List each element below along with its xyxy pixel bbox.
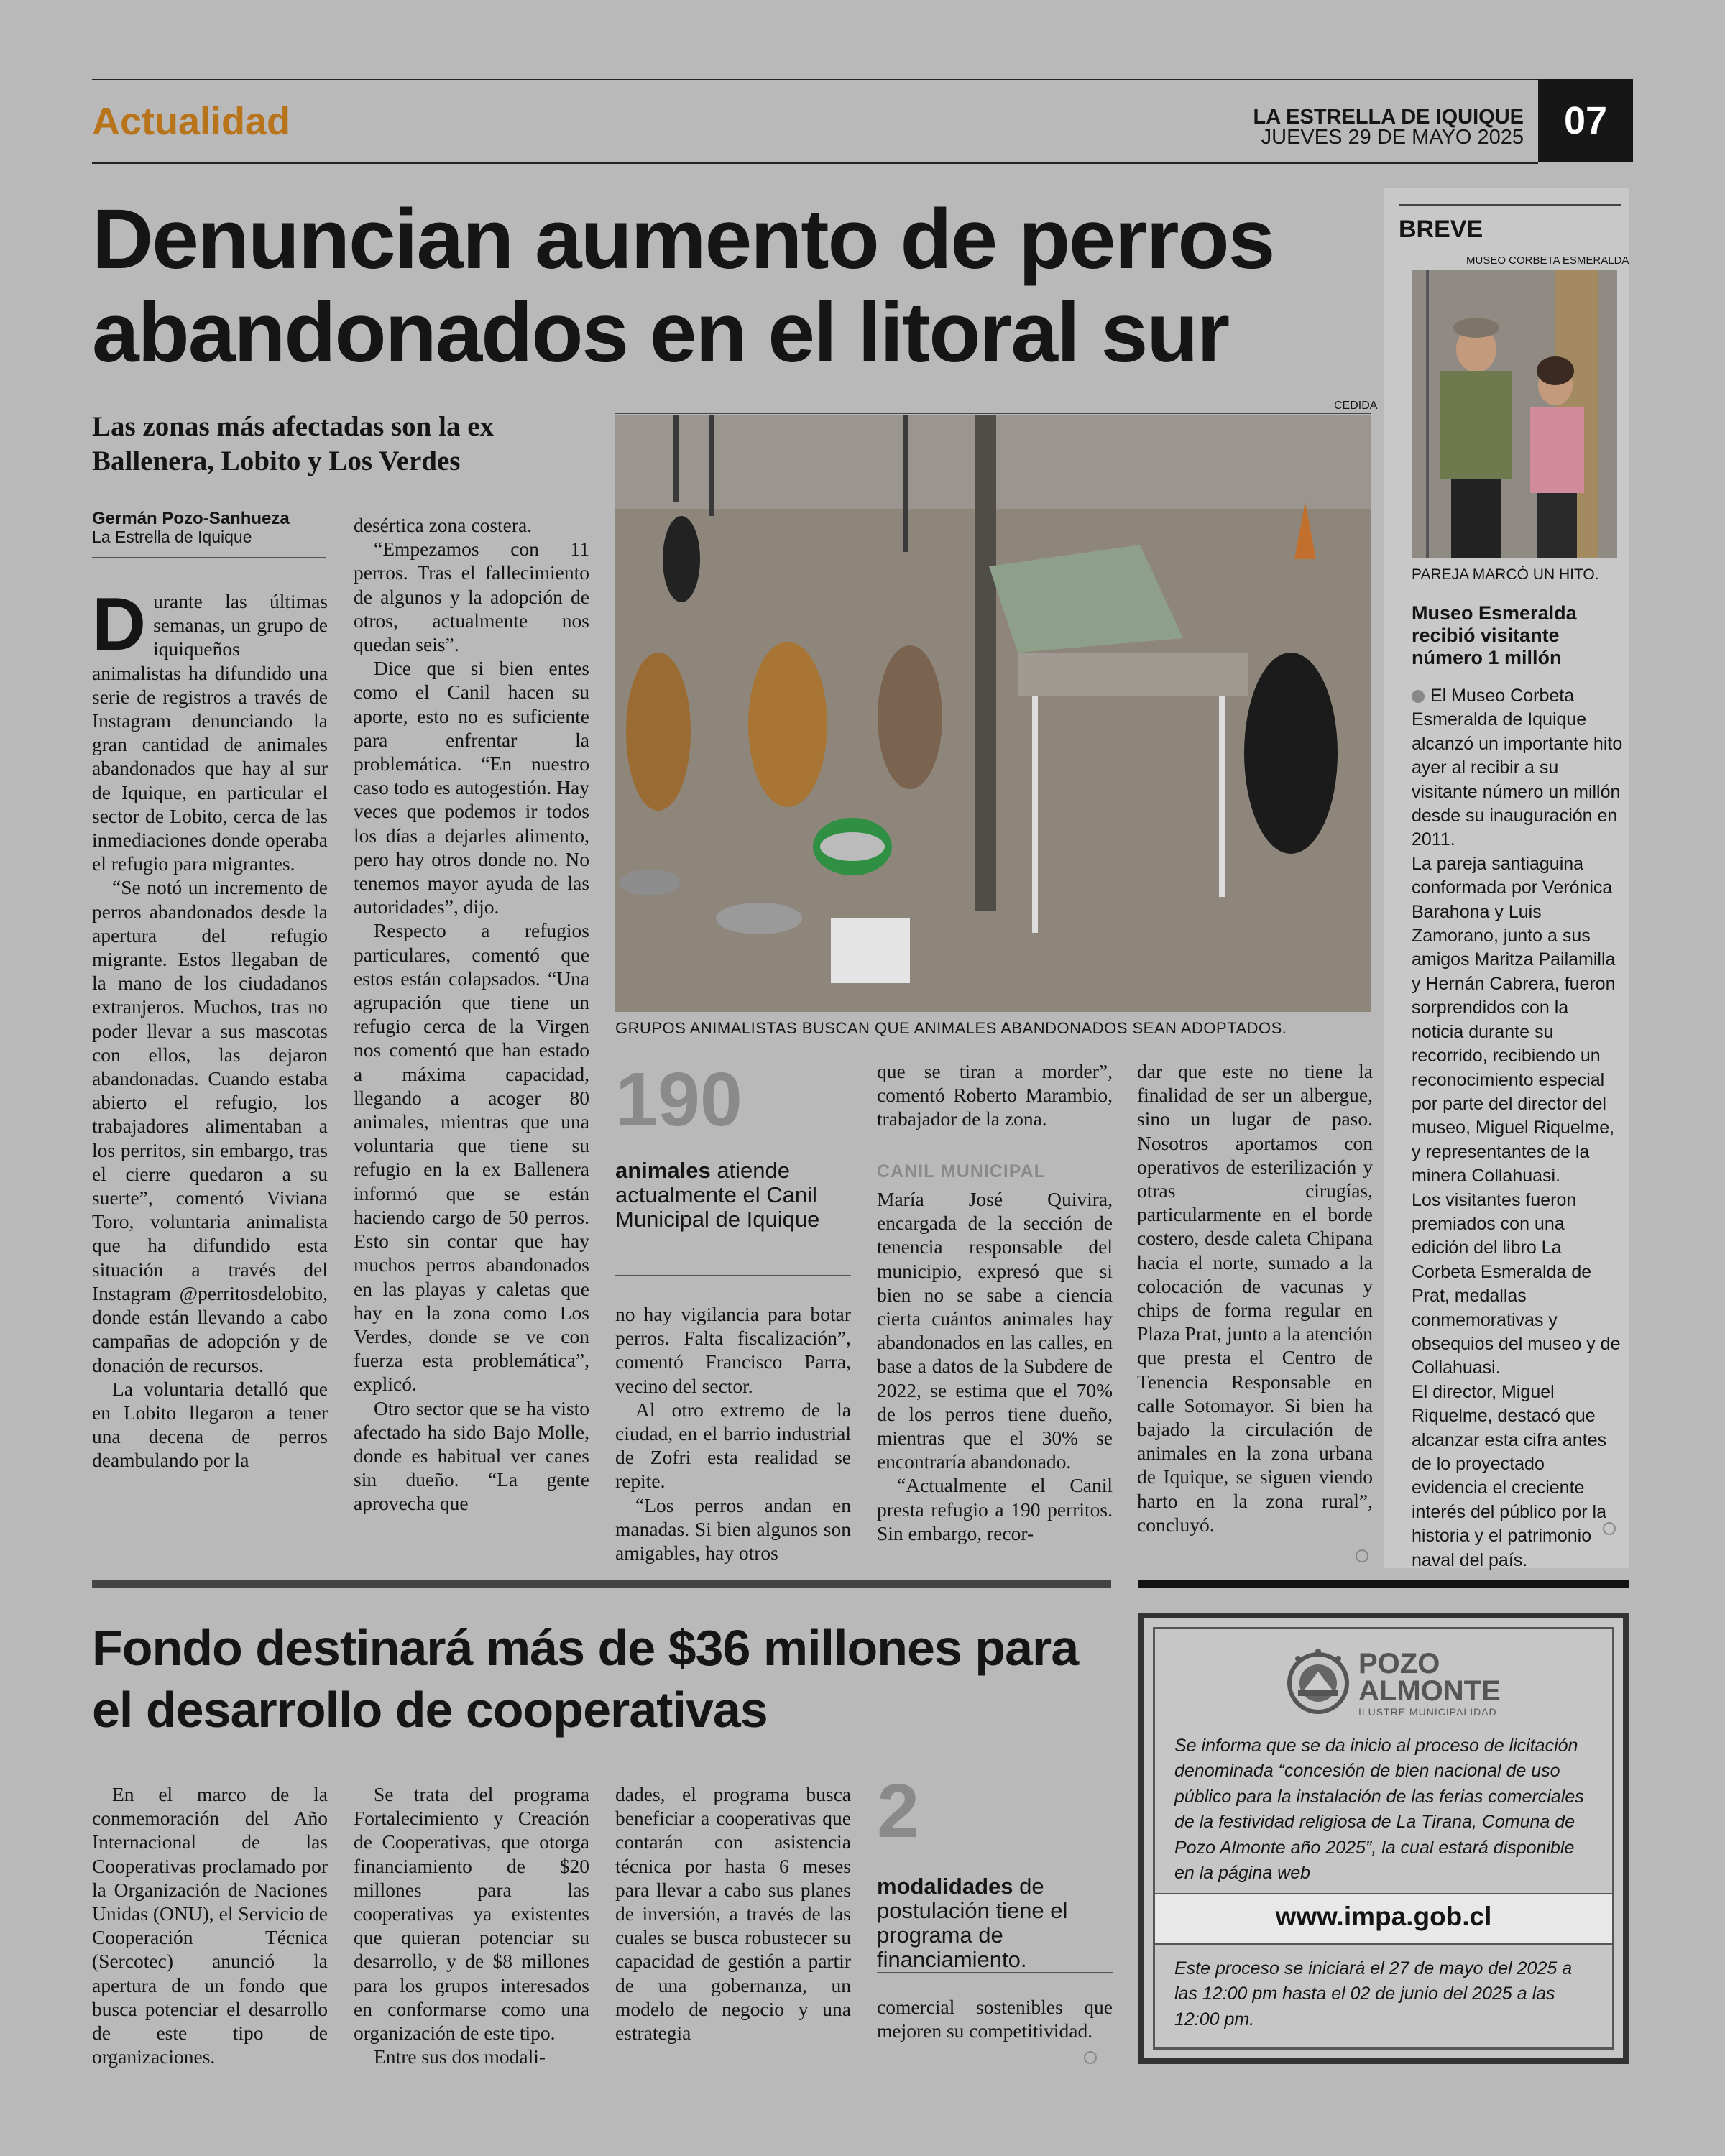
col2-paragraph: “Empezamos con 11 perros. Tras el fallecimiento de algunos y la adopción de otros, actualmente nos quedan seis”. xyxy=(354,538,589,656)
second-col-4 xyxy=(877,1995,1113,2042)
col1-paragraph: La voluntaria detalló que en Lobito llegaron a tener una decena de perros deambulando por la xyxy=(92,1377,328,1472)
breve-paragraph xyxy=(1412,684,1624,852)
breve-headline: Museo Esmeralda recibió visitante número 1 millón xyxy=(1412,602,1577,668)
ad-dates: Este proceso se iniciará el 27 de mayo del 2025 a las 12:00 pm hasta el 02 de junio del 2025 a las 12:00 pm. xyxy=(1174,1958,1573,2030)
breve-body xyxy=(1412,684,1624,1572)
second-headline: Fondo destinará más de $36 millones para el desarrollo de cooperativas xyxy=(92,1620,1079,1738)
main-subhead: Las zonas más afectadas son la ex Ballenera, Lobito y Los Verdes xyxy=(92,411,494,476)
breve-paragraph: Los visitantes fueron premiados con una edición del libro La Corbeta Esmeralda de Prat, medallas conmemorativas y obsequios del museo y de Collahuasi. xyxy=(1412,1189,1621,1378)
col2-paragraph: Dice que si bien entes como el Canil hacen su aporte, esto no es suficiente para enfrentar la problemática. “En nuestro caso todo es autogestión. Hay veces que podemos ir todos los días a dejarles alimento, pero hay otros donde no. No tenemos mayor ayuda de las autoridades”, dijo. xyxy=(354,657,589,918)
second-col2-paragraph: Se trata del programa Fortalecimiento y Creación de Cooperativas, que otorga financiamiento de $20 millones para las cooperativas ya existentes que quieran potenciar su desarrollo, y de $8 millones para los grupos interesados en conformarse como una organización de este tipo. xyxy=(354,1783,589,2045)
col3-paragraph: Al otro extremo de la ciudad, en el barrio industrial de Zofri esta realidad se repite. xyxy=(615,1398,851,1493)
photo-credit: CEDIDA xyxy=(1334,400,1378,412)
ad-municipality-name: POZO xyxy=(1358,1648,1440,1680)
museum-visitors-illustration xyxy=(1412,270,1617,558)
col5-paragraph: dar que este no tiene la finalidad de ser un albergue, sino un lugar de paso. Nosotros aportamos con operativos de esterilización y otras cirugías, particularmente en el borde costero, desde caleta Chipana hacia el norte, sumado a la colocación de vacunas y chips de forma regular en Plaza Prat, junto a la atención que presta el Centro de Tenencia Responsable en calle Sotomayor. Si bien ha bajado la circulación de animales en la zona urbana de Iquique, se siguen viendo harto en la zona rural”, concluyó. xyxy=(1137,1060,1373,1536)
stat-number: 190 xyxy=(615,1057,742,1142)
col4-paragraph: “Actualmente el Canil presta refugio a 190 perritos. Sin embargo, recor- xyxy=(877,1474,1113,1544)
stat-rest: atiende actualmente el Canil Municipal de Iquique xyxy=(615,1158,820,1232)
dogs-photo xyxy=(615,415,1371,1012)
second-col-1 xyxy=(92,1782,328,2068)
end-mark-icon xyxy=(1603,1522,1616,1535)
main-col-1 xyxy=(92,583,328,1473)
photo-top-rule xyxy=(615,413,1371,414)
second-col1-paragraph: En el marco de la conmemoración del Año Internacional de las Cooperativas proclamado por la Organización de Naciones Unidas (ONU), el Servicio de Cooperación Técnica (Sercotec) anunció la apertura de un fondo que busca potenciar el desarrollo de este tipo de organizaciones. xyxy=(92,1783,328,2068)
page-number: 07 xyxy=(1538,79,1633,162)
stat-rule xyxy=(615,1275,851,1276)
header-rule xyxy=(92,162,1538,164)
main-col-2 xyxy=(354,513,589,1516)
col2-paragraph: Respecto a refugios particulares, comentó que estos están colapsados. “Una agrupación que tiene un refugio cerca de la Virgen nos comentó que han estado a máxima capacidad, llegando a acoger 80 animales, mientras que una voluntaria que tiene su refugio en la ex Ballenera informó que se están haciendo cargo de 50 perros. Esto sin contar que hay muchos perros abandonados en las playas y caletas que hay en la zona como Los Verdes, donde se ve con fuerza esta problemática”, explicó. xyxy=(354,919,589,1396)
byline-org: La Estrella de Iquique xyxy=(92,528,252,546)
col1-lead: urante las últimas semanas, un grupo de iquiqueños animalistas ha difundido una serie de registros a través de Instagram denunciando la gran cantidad de animales abandonados que hay al sur de Iquique, en particular el sector de Lobito, cerca de las inmediaciones donde operaba el refugio para migrantes. xyxy=(92,590,328,875)
col1-paragraph: “Se notó un incremento de perros abandonados desde la apertura del refugio migrante. Estos llegaban de la mano de los ciudadanos extranjeros. Muchos, tras no poder llevar a sus mascotas con ellos, las dejaron abandonadas. Cuando estaba abierto el refugio, los trabajadores alimentaban a los perritos, sin embargo, tras el cierre quedaron a su suerte”, comentó Viviana Toro, voluntaria animalista que ha difundido esta situación a través del Instagram @perritosdelobito, donde están llevando a cabo campañas de adopción y de donación de recursos. xyxy=(92,876,328,1376)
photo-caption: GRUPOS ANIMALISTAS BUSCAN QUE ANIMALES ABANDONADOS SEAN ADOPTADOS. xyxy=(615,1019,1287,1037)
end-mark-icon xyxy=(1356,1549,1368,1562)
top-rule xyxy=(92,79,1538,80)
section-divider xyxy=(92,1580,1111,1588)
dogs-photo-illustration xyxy=(615,415,1371,1012)
stat2-number: 2 xyxy=(877,1769,919,1853)
second-col-3 xyxy=(615,1782,851,2045)
municipality-logo-icon xyxy=(1282,1646,1354,1718)
main-col-4-cont xyxy=(877,1187,1113,1545)
breve-top-rule xyxy=(1399,204,1622,206)
breve-photo-credit: MUSEO CORBETA ESMERALDA xyxy=(1466,254,1629,267)
ad-municipality-sub: ILUSTRE MUNICIPALIDAD xyxy=(1358,1706,1497,1718)
col3-paragraph: “Los perros andan en manadas. Si bien algunos son amigables, hay otros xyxy=(615,1493,851,1565)
main-col-5 xyxy=(1137,1059,1373,1537)
col4-paragraph: María José Quivira, encargada de la sección de tenencia responsable del municipio, expresó que si bien no se sabe a ciencia cierta cuántos animales hay abandonados en las calles, en base a datos de la Subdere de 2022, se estima que el 70% de los perros tiene dueño, mientras que el 30% se encontraría abandonado. xyxy=(877,1188,1113,1473)
breve-paragraph: El director, Miguel Riquelme, destacó que alcanzar esta cifra antes de lo proyectado evidencia el creciente interés del público por la historia y el patrimonio naval del país. xyxy=(1412,1381,1606,1570)
canil-subhead: CANIL MUNICIPAL xyxy=(877,1161,1046,1181)
byline-rule xyxy=(92,557,326,558)
second-col-2 xyxy=(354,1782,589,2068)
stat2-rest: de postulación tiene el programa de financiamiento. xyxy=(877,1874,1068,1972)
col3-paragraph: no hay vigilancia para botar perros. Falta fiscalización”, comentó Francisco Parra, vecino del sector. xyxy=(615,1303,851,1397)
col4-paragraph: que se tiran a morder”, comentó Roberto Marambio, trabajador de la zona. xyxy=(877,1060,1113,1130)
stat2-rule xyxy=(877,1972,1113,1973)
end-mark-icon xyxy=(1084,2051,1097,2064)
section-label: Actualidad xyxy=(92,100,291,143)
ad-divider xyxy=(1138,1580,1629,1588)
stat-bold: animales xyxy=(615,1158,711,1183)
byline-name: Germán Pozo-Sanhueza xyxy=(92,509,290,528)
issue-date: JUEVES 29 DE MAYO 2025 xyxy=(1261,126,1524,149)
col2-paragraph: desértica zona costera. xyxy=(354,514,533,536)
ad-municipality-name: ALMONTE xyxy=(1358,1675,1501,1707)
breve-paragraph-text: El Museo Corbeta Esmeralda de Iquique alcanzó un importante hito ayer al recibir a su visitante número un millón desde su inauguración en 2011. xyxy=(1412,686,1623,850)
col2-paragraph: Otro sector que se ha visto afectado ha sido Bajo Molle, donde es habitual ver canes sin dueño. “La gente aprovecha que xyxy=(354,1396,589,1515)
stat2-text xyxy=(877,1874,1114,1972)
drop-cap: D xyxy=(92,583,147,666)
breve-title: BREVE xyxy=(1399,216,1484,243)
bullet-icon xyxy=(1412,690,1425,703)
main-headline: Denuncian aumento de perros abandonados en el litoral sur xyxy=(92,192,1274,380)
second-col3-paragraph: dades, el programa busca beneficiar a cooperativas que contarán con asistencia técnica por hasta 6 meses para llevar a cabo sus planes de inversión, a través de las cuales se busca robustecer su capacidad de gestión a partir de una gobernanza, un modelo de negocio y una estrategia xyxy=(615,1783,851,2045)
stat2-bold: modalidades xyxy=(877,1874,1013,1899)
breve-paragraph: La pareja santiaguina conformada por Verónica Barahona y Luis Zamorano, junto a sus amigos Maritza Pailamilla y Hernán Cabrera, fueron sorprendidos con la noticia durante su recorrido, recibiendo un reconocimiento especial por parte del director del museo, Miguel Riquelme, y representantes de la minera Collahuasi. xyxy=(1412,853,1616,1187)
ad-text: Se informa que se da inicio al proceso de licitación denominada “concesión de bien nacional de uso público para la instalación de las ferias comerciales de la festividad religiosa de La Tirana, Comuna de Pozo Almonte año 2025”, la cual estará disponible en la página web xyxy=(1174,1736,1584,1884)
ad-url-link[interactable]: www.impa.gob.cl xyxy=(1275,1902,1492,1931)
stat-text xyxy=(615,1158,845,1232)
second-col2-paragraph: Entre sus dos modali- xyxy=(374,2045,546,2068)
museum-visitors-photo xyxy=(1412,270,1617,558)
main-col-4 xyxy=(877,1059,1113,1131)
main-col-3 xyxy=(615,1302,851,1565)
paper-name: LA ESTRELLA DE IQUIQUE xyxy=(1253,106,1524,129)
second-col4-paragraph: comercial sostenibles que mejoren su competitividad. xyxy=(877,1996,1113,2042)
breve-photo-caption: PAREJA MARCÓ UN HITO. xyxy=(1412,566,1599,583)
